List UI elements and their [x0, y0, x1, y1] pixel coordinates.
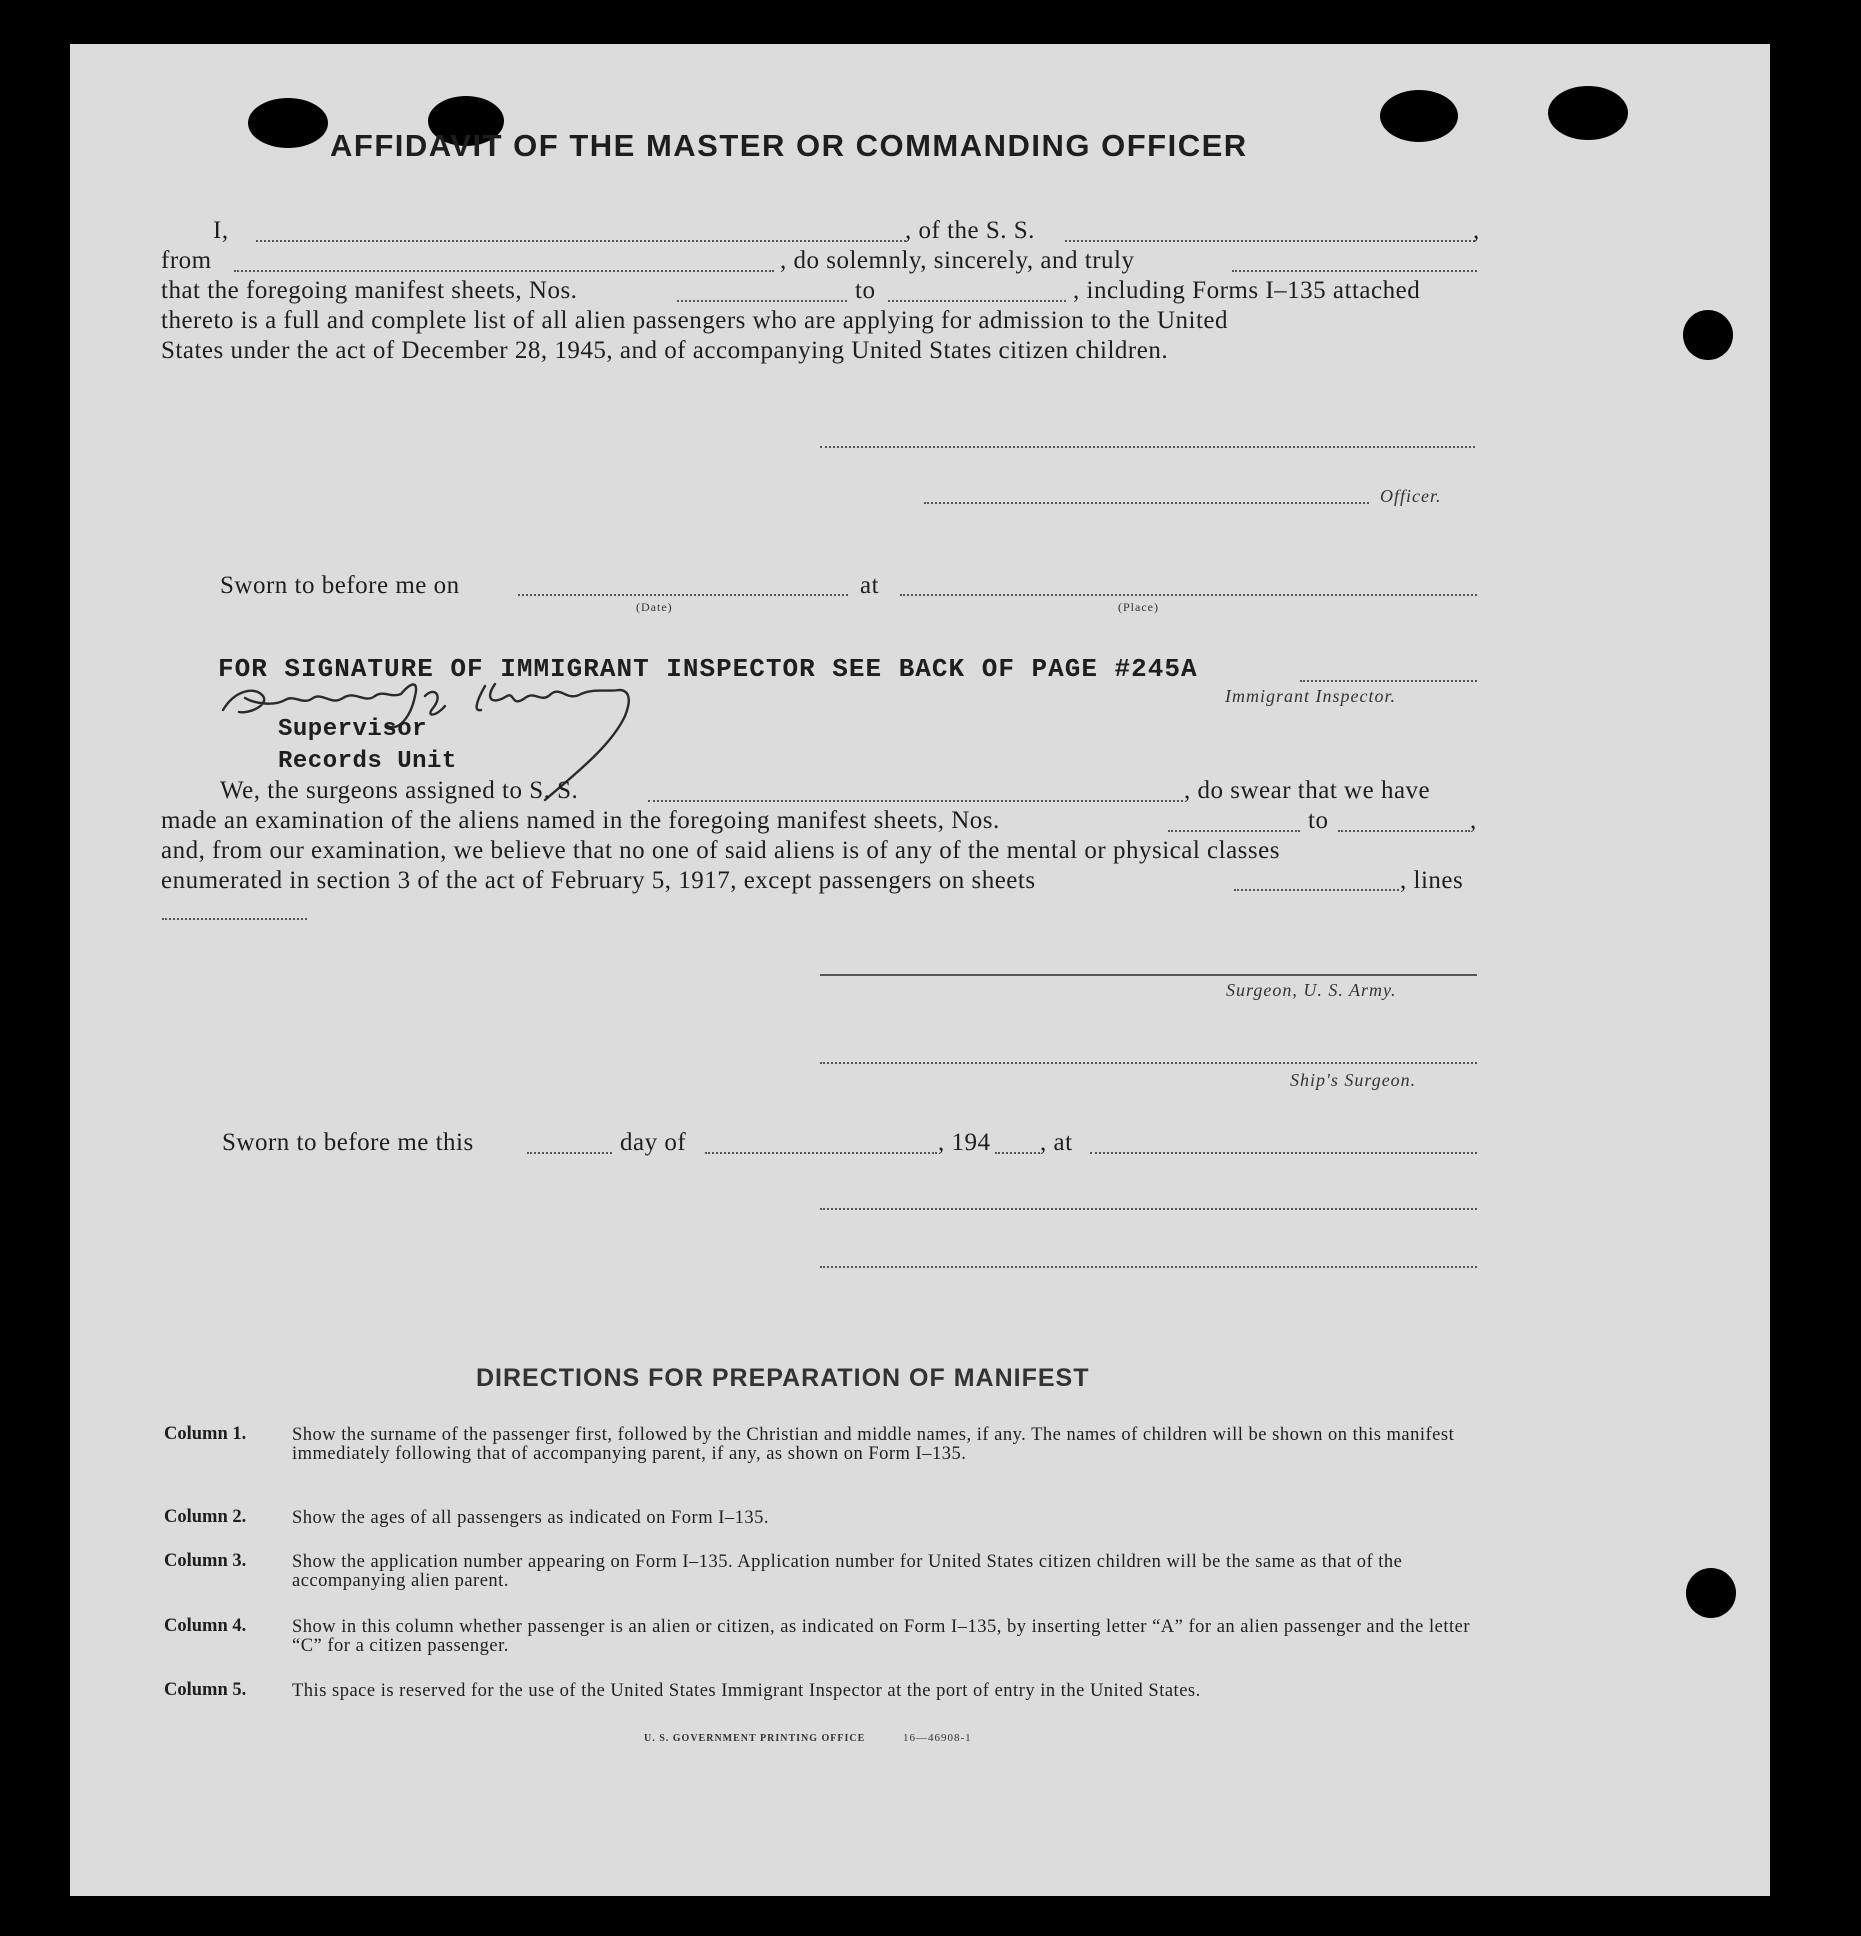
column-1-text: Show the surname of the passenger first, followed by the Christian and middle names, if any. The names of children will be shown on this manifest immediately following that of accompanying parent, if any, as shown on Form I–135. — [292, 1425, 1455, 1464]
column-3-text: Show the application number appearing on Form I–135. Application number for United States citizen children will be the same as that of the accompanying alien parent. — [292, 1552, 1403, 1591]
surgeons-line4: enumerated in section 3 of the act of February 5, 1917, except passengers on sheets — [161, 867, 1036, 894]
master-signature-line — [820, 446, 1475, 448]
officer-signature-line — [924, 502, 1369, 504]
army-surgeon-caption: Surgeon, U. S. Army. — [1226, 980, 1397, 1000]
directions-title: DIRECTIONS FOR PREPARATION OF MANIFEST — [476, 1364, 1090, 1392]
sworn2-signature-line-1 — [820, 1208, 1477, 1210]
surgeons-line4-end: , lines — [1400, 867, 1464, 894]
sworn2-dayof: day of — [620, 1129, 687, 1156]
printer-imprint: U. S. GOVERNMENT PRINTING OFFICE — [644, 1733, 866, 1744]
place-caption: (Place) — [1118, 600, 1159, 614]
inspector-stamp: FOR SIGNATURE OF IMMIGRANT INSPECTOR SEE BACK OF PAGE #245A — [218, 654, 1198, 684]
master-line3-to: to — [855, 277, 876, 304]
sworn2-signature-line-2 — [820, 1266, 1477, 1268]
sworn-at: at — [860, 572, 880, 599]
surgeons-line2-to: to — [1308, 807, 1329, 834]
exception-lines-field — [162, 918, 307, 920]
form-code: 16—46908-1 — [903, 1732, 972, 1744]
column-4-label: Column 4. — [164, 1616, 247, 1636]
sworn2-month-field — [705, 1152, 937, 1154]
surgeons-line2-comma: , — [1470, 807, 1477, 834]
exception-sheets-field — [1234, 889, 1399, 891]
inspector-signature-line — [1300, 680, 1477, 682]
sworn2-at: , at — [1040, 1129, 1073, 1156]
column-5-label: Column 5. — [164, 1680, 247, 1700]
master-line3-forms: , including Forms I–135 attached — [1073, 277, 1421, 304]
ink-blot — [1548, 86, 1628, 140]
sheet-to-field — [888, 300, 1066, 302]
sworn-label: Sworn to before me on — [220, 572, 460, 599]
master-name-field — [256, 240, 906, 242]
column-2-label: Column 2. — [164, 1507, 247, 1527]
master-line2-lead: from — [161, 247, 212, 274]
surgeons-line3: and, from our examination, we believe that no one of said aliens is of any of the mental or physical classes — [161, 837, 1280, 864]
sworn2-year: , 194 — [938, 1129, 991, 1156]
port-field — [234, 270, 774, 272]
date-caption: (Date) — [636, 600, 673, 614]
records-unit-title: Records Unit — [278, 748, 457, 775]
master-line1-ship: , of the S. S. — [905, 217, 1035, 244]
ink-blot — [248, 98, 328, 148]
surgeons-line1: We, the surgeons assigned to S. S. — [220, 777, 579, 804]
master-line4: thereto is a full and complete list of all alien passengers who are applying for admission to the United — [161, 307, 1229, 334]
master-line5: States under the act of December 28, 1945, and of accompanying United States citizen children. — [161, 337, 1169, 364]
master-line2-text: , do solemnly, sincerely, and truly — [780, 247, 1135, 274]
inspector-caption: Immigrant Inspector. — [1225, 686, 1396, 706]
officer-caption: Officer. — [1380, 486, 1442, 506]
master-line1-lead: I, — [213, 217, 229, 244]
ink-blot — [1380, 90, 1458, 142]
surgeons-line2: made an examination of the aliens named in the foregoing manifest sheets, Nos. — [161, 807, 1000, 834]
sworn-place-field — [900, 594, 1477, 596]
oath-field — [1232, 270, 1477, 272]
sworn-date-field — [518, 594, 848, 596]
master-line1-comma: , — [1473, 217, 1480, 244]
punch-hole — [1683, 310, 1733, 360]
column-1-label: Column 1. — [164, 1424, 247, 1444]
ship-name-field — [1065, 240, 1475, 242]
sworn2-label: Sworn to before me this — [222, 1129, 474, 1156]
supervisor-title: Supervisor — [278, 716, 428, 743]
column-3-label: Column 3. — [164, 1551, 247, 1571]
sworn2-day-field — [527, 1152, 612, 1154]
column-5-text: This space is reserved for the use of the United States Immigrant Inspector at the port of entry in the United States. — [292, 1681, 1201, 1701]
punch-hole — [1686, 1568, 1736, 1618]
army-surgeon-line — [820, 974, 1477, 976]
sheet-from-field — [677, 300, 847, 302]
master-line3-text: that the foregoing manifest sheets, Nos. — [161, 277, 578, 304]
document-title: AFFIDAVIT OF THE MASTER OR COMMANDING OFFICER — [330, 128, 1248, 163]
ship-surgeon-caption: Ship's Surgeon. — [1290, 1070, 1417, 1090]
column-2-text: Show the ages of all passengers as indicated on Form I–135. — [292, 1508, 770, 1528]
surgeon-sheet-from-field — [1168, 830, 1300, 832]
surgeon-ship-field — [648, 800, 1183, 802]
sworn2-year-field — [995, 1152, 1040, 1154]
column-4-text: Show in this column whether passenger is an alien or citizen, as indicated on Form I–135, by inserting letter “A” for an alien passenger and the letter “C” for a citizen passenger. — [292, 1617, 1470, 1656]
surgeons-line1-end: , do swear that we have — [1184, 777, 1431, 804]
ship-surgeon-line — [820, 1062, 1477, 1064]
sworn2-place-field — [1090, 1152, 1477, 1154]
surgeon-sheet-to-field — [1338, 830, 1470, 832]
